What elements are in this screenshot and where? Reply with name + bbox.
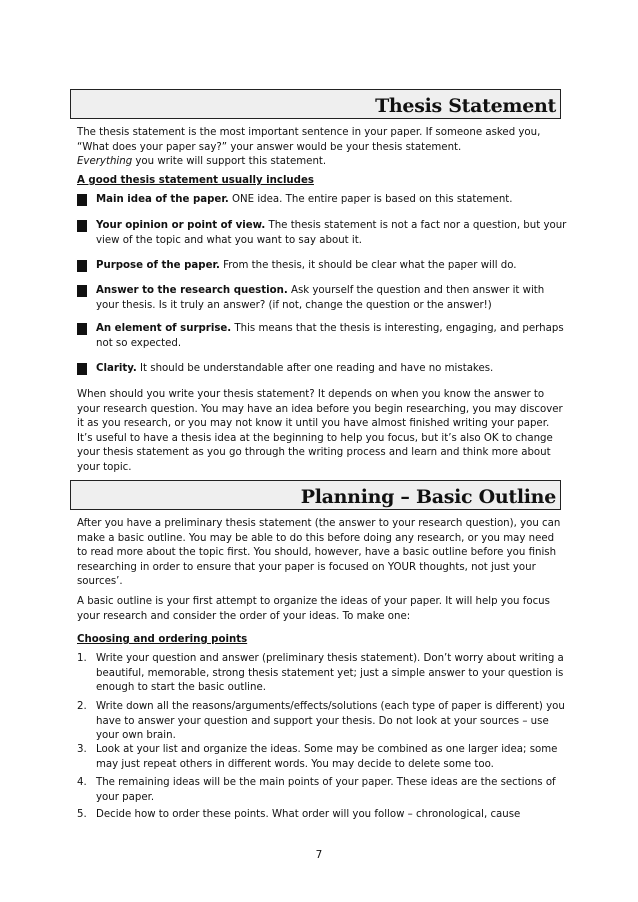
step-text: Decide how to order these points. What order will you follow – chronological, cause xyxy=(96,809,521,820)
list-item xyxy=(77,700,567,744)
step-number: 4. xyxy=(77,777,87,788)
step-number: 3. xyxy=(77,744,87,755)
item-text: The thesis statement is not a fact nor a question, but your view of the topic and what you want to say about it. xyxy=(96,220,567,246)
item-text: This means that the thesis is interesting, engaging, and perhaps not so expected. xyxy=(96,323,564,349)
bullet-square-icon xyxy=(77,363,87,375)
item-label: Main idea of the paper. xyxy=(96,194,229,205)
step-number: 2. xyxy=(77,701,87,712)
bullet-square-icon xyxy=(77,194,87,206)
intro-emphasis: Everything xyxy=(77,156,133,167)
bullet-square-icon xyxy=(77,323,87,335)
section-title: Planning – Basic Outline xyxy=(300,486,556,508)
bullet-square-icon xyxy=(77,220,87,232)
list-heading: A good thesis statement usually includes xyxy=(77,175,314,186)
step-text: Write down all the reasons/arguments/effects/solutions (each type of paper is different) you have to answer your question and support your thesis. Do not look at your sources – use your own brain. xyxy=(96,701,565,741)
step-text: The remaining ideas will be the main points of your paper. These ideas are the sections of your paper. xyxy=(96,777,556,803)
item-label: Your opinion or point of view. xyxy=(96,220,266,231)
intro-paragraph xyxy=(77,126,567,170)
list-item xyxy=(77,284,567,313)
list-item xyxy=(77,219,567,248)
intro-text: The thesis statement is the most important sentence in your paper. If someone asked you, “What does your paper say?” your answer would be your thesis statement. xyxy=(77,127,541,153)
item-text: Ask yourself the question and then answer it with your thesis. Is it truly an answer? (if not, change the question or the answer!) xyxy=(96,285,545,311)
list-item xyxy=(77,808,567,823)
bullet-square-icon xyxy=(77,260,87,272)
outline-paragraph: After you have a preliminary thesis statement (the answer to your research question), you can make a basic outline. You may be able to do this before doing any research, or you may need to read more about the topic first. You should, however, have a basic outline before you finish researching in order to ensure that your paper is focused on YOUR thoughts, not just your sources’. xyxy=(77,518,561,587)
step-number: 5. xyxy=(77,809,87,820)
list-item xyxy=(77,743,567,772)
section-title-box xyxy=(70,480,561,510)
item-label: Purpose of the paper. xyxy=(96,260,220,271)
intro-end: you write will support this statement. xyxy=(132,156,327,167)
list-item xyxy=(77,362,567,377)
item-text: It should be understandable after one reading and have no mistakes. xyxy=(136,363,494,374)
step-number: 1. xyxy=(77,653,87,664)
list-item xyxy=(77,193,567,208)
item-text: From the thesis, it should be clear what the paper will do. xyxy=(219,260,517,271)
list-item xyxy=(77,652,567,696)
item-label: An element of surprise. xyxy=(96,323,232,334)
outline-paragraph: A basic outline is your first attempt to organize the ideas of your paper. It will help you focus your research and consider the order of your ideas. To make one: xyxy=(77,596,550,622)
item-text: ONE idea. The entire paper is based on this statement. xyxy=(228,194,513,205)
list-item xyxy=(77,322,567,351)
list-heading: Choosing and ordering points xyxy=(77,634,248,645)
section-title-box xyxy=(70,89,561,119)
section-title: Thesis Statement xyxy=(375,95,556,117)
closing-paragraph: When should you write your thesis statement? It depends on when you know the answer to your research question. You may have an idea before you begin researching, you may discover it as you research, or you may not know it until you have almost finished writing your paper. It’s useful to have a thesis idea at the beginning to help you focus, but it’s also OK to change your thesis statement as you go through the writing process and learn and think more about your topic. xyxy=(77,389,563,473)
step-text: Look at your list and organize the ideas. Some may be combined as one larger idea; some may just repeat others in different words. You may decide to delete some too. xyxy=(96,744,558,770)
list-item xyxy=(77,259,567,274)
bullet-square-icon xyxy=(77,285,87,297)
step-text: Write your question and answer (preliminary thesis statement). Don’t worry about writing a beautiful, memorable, strong thesis statement yet; just a simple answer to your question is enough to start the basic outline. xyxy=(96,653,564,693)
item-label: Clarity. xyxy=(96,363,137,374)
list-item xyxy=(77,776,567,805)
page-number: 7 xyxy=(315,849,323,861)
item-label: Answer to the research question. xyxy=(96,285,288,296)
